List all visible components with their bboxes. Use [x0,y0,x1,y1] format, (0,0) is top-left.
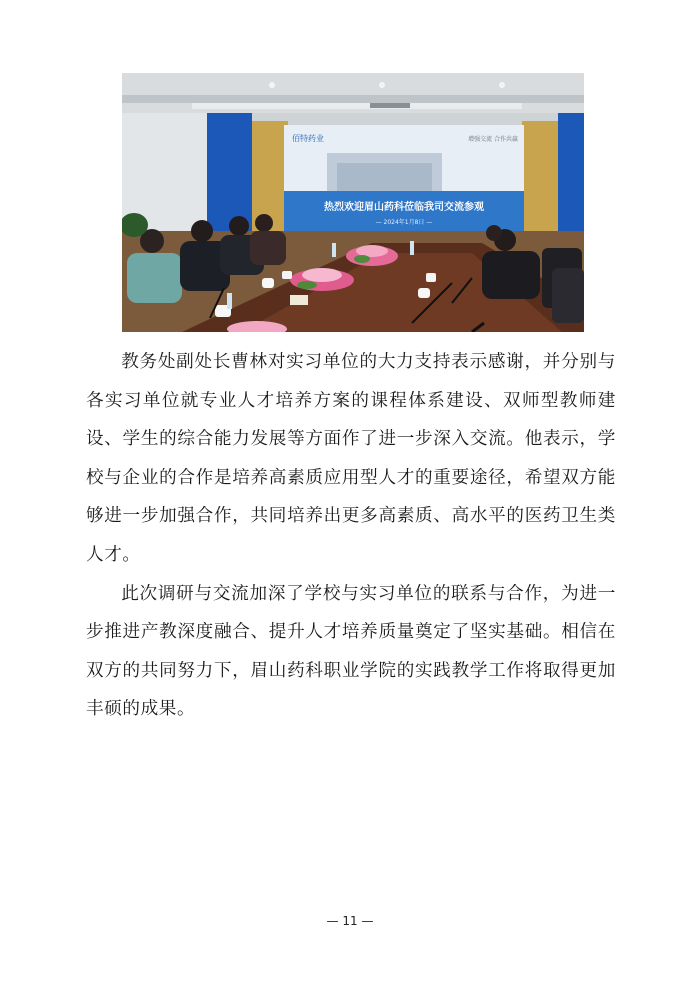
page-number: — 11 — [326,914,374,928]
screen-logo: 佰特药业 [292,134,324,143]
screen-banner-date: — 2024年1月8日 — [375,219,433,226]
article-body [86,343,616,729]
screen-banner-title: 热烈欢迎眉山药科莅临我司交流参观 [324,202,484,213]
screen-calligraphy: 增强交流 合作共赢 [468,136,518,143]
meeting-photo [122,73,584,332]
paragraph: 教务处副处长曹林对实习单位的大力支持表示感谢，并分别与各实习单位就专业人才培养方案的课程体系建设、双师型教师建设、学生的综合能力发展等方面作了进一步深入交流。他表示，学校与企业的合作是培养高素质应用型人才的重要途径，希望双方能够进一步加强合作，共同培养出更多高素质、高水平的医药卫生类人才。 [86,352,616,565]
paragraph: 此次调研与交流加深了学校与实习单位的联系与合作，为进一步推进产教深度融合、提升人才培养质量奠定了坚实基础。相信在双方的共同努力下，眉山药科职业学院的实践教学工作将取得更加丰硕的成果。 [86,583,616,720]
